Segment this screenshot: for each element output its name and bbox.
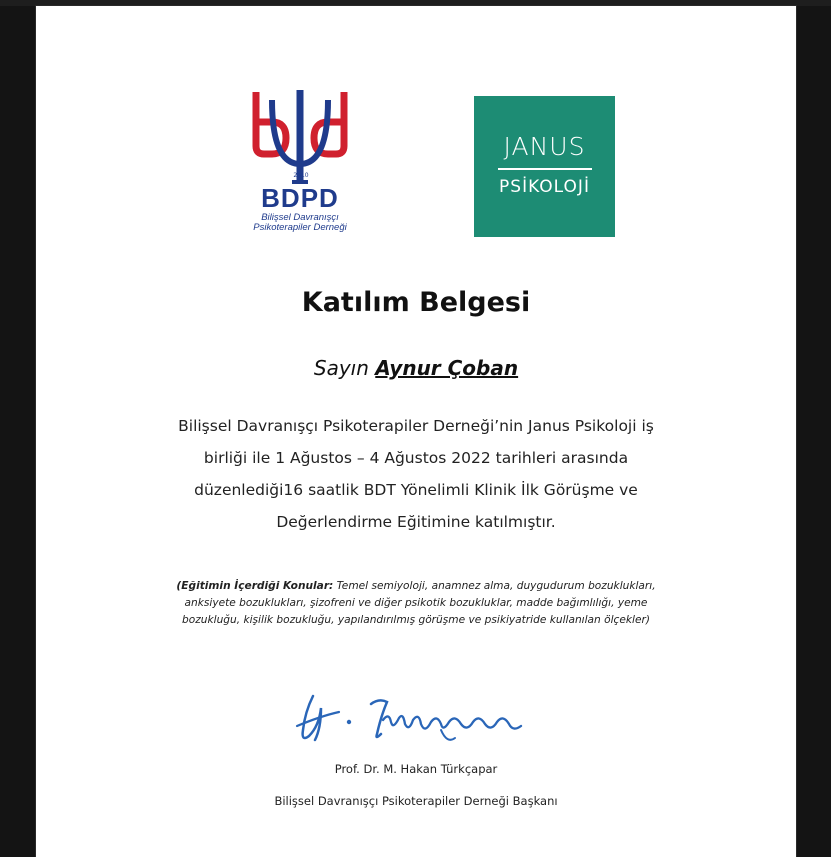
signer-name: Prof. Dr. M. Hakan Türkçapar bbox=[334, 762, 498, 776]
janus-logo-sub: PSİKOLOJİ bbox=[499, 177, 590, 197]
bdpd-logo-subtitle-2: Psikoterapiler Derneği bbox=[253, 222, 347, 233]
topics-line bbox=[136, 578, 696, 595]
topics-label: (Eğitimin İçerdiği Konular: bbox=[176, 580, 334, 592]
handwritten-signature bbox=[291, 682, 541, 752]
signer-title: Bilişsel Davranışçı Psikoterapiler Derneği Başkanı bbox=[274, 794, 558, 808]
topics-line: anksiyete bozuklukları, şizofreni ve diğer psikotik bozukluklar, madde bağımlılığı, yeme bbox=[184, 597, 648, 609]
janus-logo-divider bbox=[498, 168, 592, 170]
salutation-line bbox=[36, 356, 796, 380]
body-line: Değerlendirme Eğitimine katılmıştır. bbox=[276, 513, 556, 531]
recipient-name: Aynur Çoban bbox=[375, 356, 519, 380]
body-line: Bilişsel Davranışçı Psikoterapiler Derneği’nin Janus Psikoloji iş bbox=[178, 417, 654, 435]
janus-logo bbox=[474, 96, 615, 237]
body-line: birliği ile 1 Ağustos – 4 Ağustos 2022 tarihleri arasında bbox=[203, 449, 629, 467]
bdpd-emblem-icon bbox=[242, 86, 358, 186]
training-topics bbox=[136, 578, 696, 629]
janus-logo-word: JANUS bbox=[503, 132, 586, 161]
bdpd-year: 2010 bbox=[293, 172, 309, 179]
certificate-page bbox=[36, 6, 796, 857]
certificate-title: Katılım Belgesi bbox=[301, 287, 531, 318]
certificate-body bbox=[146, 410, 686, 538]
salutation-word: Sayın bbox=[313, 356, 369, 380]
bdpd-logo-subtitle-1: Bilişsel Davranışçı bbox=[261, 212, 339, 223]
bdpd-logo-name: BDPD bbox=[261, 183, 339, 213]
body-line: düzenlediği16 saatlik BDT Yönelimli Klinik İlk Görüşme ve bbox=[194, 481, 638, 499]
bdpd-logo bbox=[242, 86, 358, 246]
topics-line: bozukluğu, kişilik bozukluğu, yapılandırılmış görüşme ve psikiyatride kullanılan ölçekler) bbox=[182, 614, 650, 626]
topics-text: Temel semiyoloji, anamnez alma, duygudurum bozuklukları, bbox=[333, 580, 656, 592]
